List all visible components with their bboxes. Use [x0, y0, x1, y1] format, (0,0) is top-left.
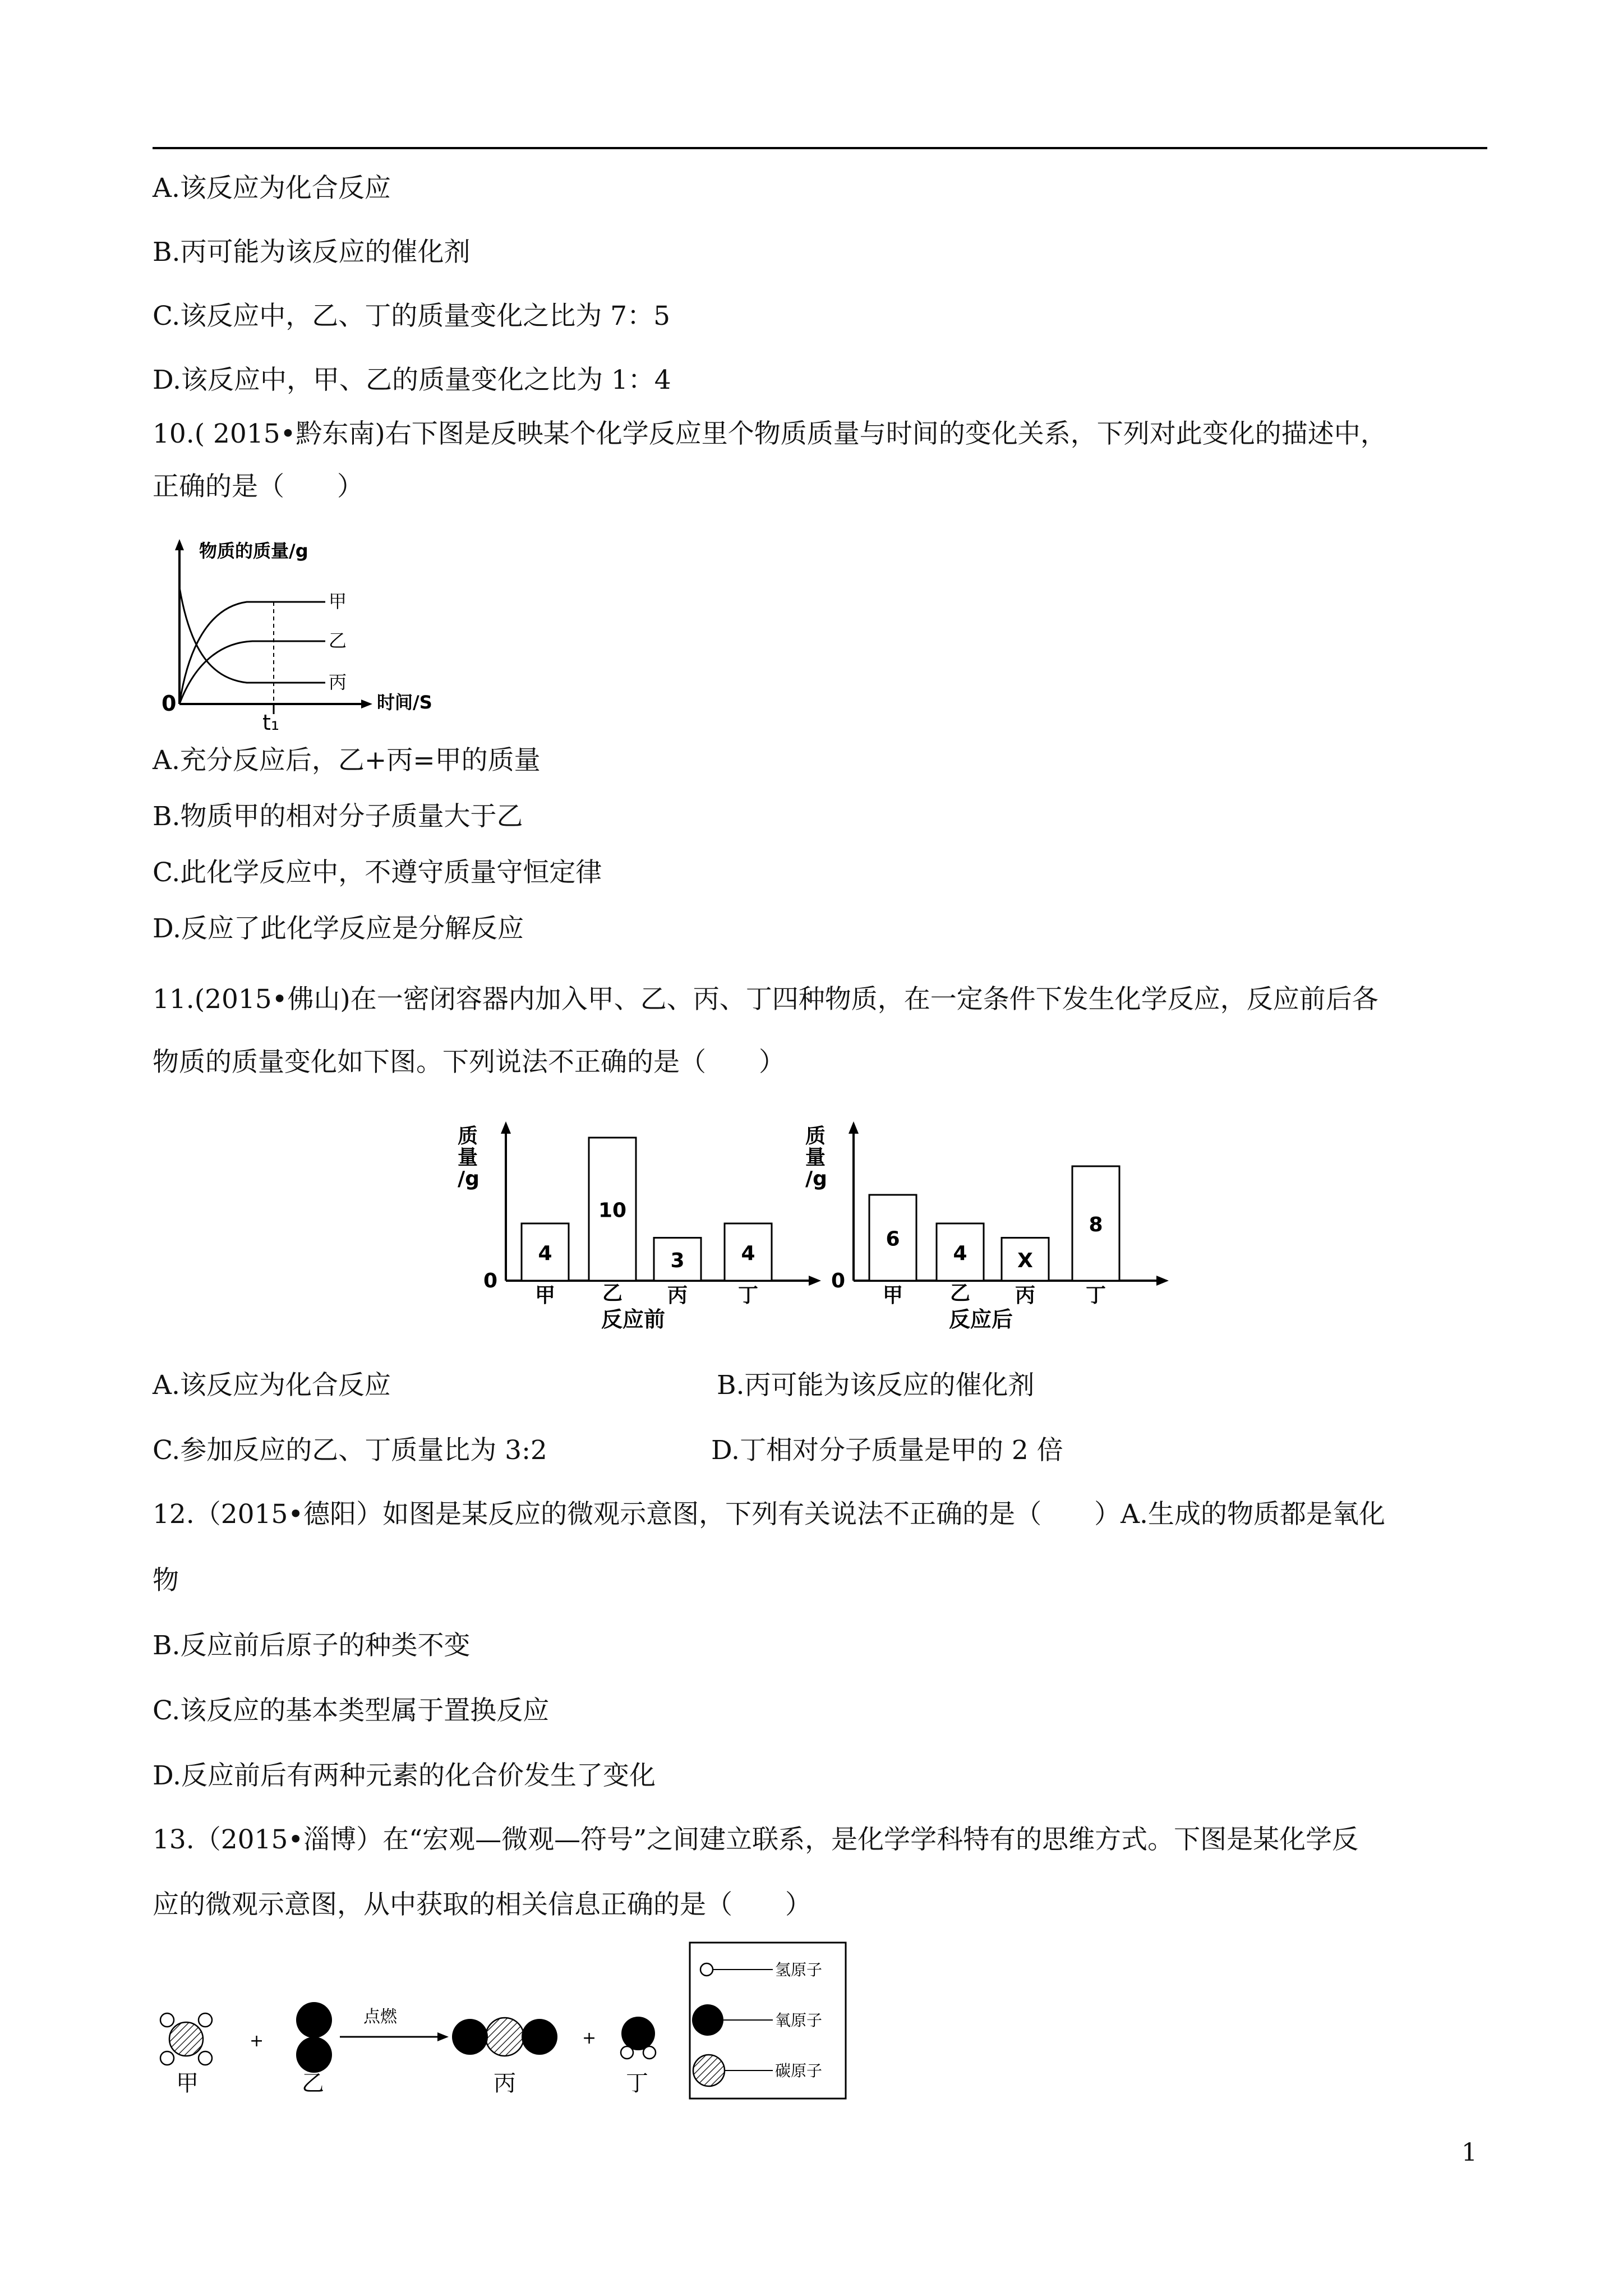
- category-label: 乙: [949, 1282, 971, 1305]
- q11-option-c: C.参加反应的乙、丁质量比为 3:2: [153, 1435, 547, 1466]
- bar-value-label: 4: [741, 1242, 755, 1265]
- q12-option-c: C.该反应的基本类型属于置换反应: [153, 1695, 550, 1726]
- molecule-jia: [160, 2013, 212, 2065]
- category-label: 甲: [882, 1284, 903, 1307]
- bar-value-label: 6: [886, 1227, 900, 1251]
- page-number: 1: [1461, 2138, 1477, 2167]
- q10-option-b: B.物质甲的相对分子质量大于乙: [153, 801, 523, 832]
- q10-option-d: D.反应了此化学反应是分解反应: [153, 913, 524, 944]
- q13-stem-line1: 13.（2015•淄博）在“宏观—微观—符号”之间建立联系，是化学学科特有的思维方式。下图是某化学反: [153, 1824, 1359, 1855]
- q10-curve-bing: 丙: [329, 671, 347, 693]
- q10-stem-line2: 正确的是（ ）: [153, 471, 363, 502]
- category-label: 丙: [667, 1284, 688, 1307]
- q10-curve-jia: 甲: [329, 591, 347, 612]
- q12-stem-line1: 12.（2015•德阳）如图是某反应的微观示意图，下列有关说法不正确的是（ ）A.生成的物质都是氧化: [153, 1499, 1385, 1530]
- chart-after-title: 反应后: [949, 1307, 1013, 1332]
- q10-t1-label: t₁: [262, 710, 280, 732]
- q11-stem-line1: 11.(2015•佛山)在一密闭容器内加入甲、乙、丙、丁四种物质，在一定条件下发生化学反应，反应前后各: [153, 984, 1378, 1015]
- q10-mass-time-graph: [157, 536, 437, 732]
- chart-before-title: 反应前: [601, 1307, 666, 1332]
- plus-sign-2: +: [582, 2028, 597, 2048]
- label-ding: 丁: [626, 2070, 648, 2096]
- q11-option-b: B.丙可能为该反应的催化剂: [717, 1370, 1035, 1401]
- bar-value-label: 8: [1089, 1213, 1103, 1236]
- q10-option-c: C.此化学反应中，不遵守质量守恒定律: [153, 857, 602, 888]
- q12-stem-line2: 物: [153, 1565, 179, 1596]
- q10-ylabel: 物质的质量/g: [199, 540, 308, 562]
- legend-hydrogen: 氢原子: [775, 1961, 823, 1979]
- q11-option-d: D.丁相对分子质量是甲的 2 倍: [711, 1435, 1063, 1466]
- chart-before-origin: 0: [483, 1269, 498, 1292]
- chart-after-ylabel-3: /g: [805, 1167, 827, 1190]
- q11-bar-chart-before: [455, 1119, 826, 1343]
- q11-bar-chart-after: [803, 1119, 1173, 1343]
- legend-oxygen: 氧原子: [775, 2011, 823, 2030]
- plus-sign-1: +: [250, 2031, 264, 2051]
- q12-option-d: D.反应前后有两种元素的化合价发生了变化: [153, 1760, 656, 1791]
- category-label: 乙: [602, 1282, 623, 1305]
- chart-before-ylabel-3: /g: [458, 1167, 479, 1190]
- q9-option-b: B.丙可能为该反应的催化剂: [153, 237, 471, 268]
- q9-option-d: D.该反应中，甲、乙的质量变化之比为 1：4: [153, 365, 671, 395]
- q10-origin: 0: [162, 691, 177, 716]
- q11-option-a: A.该反应为化合反应: [153, 1370, 391, 1401]
- q13-reaction-diagram: [151, 1938, 864, 2106]
- q12-option-b: B.反应前后原子的种类不变: [153, 1630, 471, 1661]
- category-label: 甲: [534, 1284, 556, 1307]
- header-rule: [153, 147, 1487, 149]
- atom-legend: [690, 1943, 846, 2099]
- chart-after-ylabel-2: 量: [805, 1146, 826, 1169]
- chart-before-ylabel-1: 质: [458, 1125, 478, 1148]
- bar-value-label: 3: [670, 1249, 685, 1272]
- chart-after-ylabel-1: 质: [805, 1125, 826, 1148]
- category-label: 丁: [1085, 1284, 1106, 1307]
- q11-stem-line2: 物质的质量变化如下图。下列说法不正确的是（ ）: [153, 1047, 785, 1078]
- bar-value-label: 4: [953, 1242, 967, 1265]
- chart-after-origin: 0: [831, 1269, 846, 1292]
- q10-option-a: A.充分反应后，乙+丙=甲的质量: [153, 745, 541, 776]
- legend-carbon: 碳原子: [775, 2062, 823, 2080]
- q10-xlabel: 时间/S: [377, 692, 432, 713]
- molecule-yi: [296, 2002, 332, 2073]
- molecule-ding: [621, 2017, 656, 2059]
- bar-value-label: 4: [538, 1242, 552, 1265]
- q10-stem-line1: 10.( 2015•黔东南)右下图是反映某个化学反应里个物质质量与时间的变化关系，下列对此变化的描述中，: [153, 418, 1387, 449]
- reaction-condition: 点燃: [363, 2007, 397, 2027]
- label-jia: 甲: [176, 2070, 199, 2096]
- bar-value-label: X: [1017, 1249, 1033, 1272]
- label-bing: 丙: [494, 2070, 516, 2096]
- q9-option-c: C.该反应中，乙、丁的质量变化之比为 7：5: [153, 301, 670, 332]
- category-label: 丙: [1015, 1284, 1036, 1307]
- label-yi: 乙: [302, 2070, 324, 2096]
- bar-value-label: 10: [598, 1199, 627, 1222]
- molecule-bing: [452, 2018, 557, 2056]
- q9-option-a: A.该反应为化合反应: [153, 173, 391, 204]
- chart-before-ylabel-2: 量: [458, 1146, 478, 1169]
- category-label: 丁: [737, 1284, 759, 1307]
- q13-stem-line2: 应的微观示意图，从中获取的相关信息正确的是（ ）: [153, 1889, 811, 1920]
- q10-curve-yi: 乙: [329, 630, 347, 651]
